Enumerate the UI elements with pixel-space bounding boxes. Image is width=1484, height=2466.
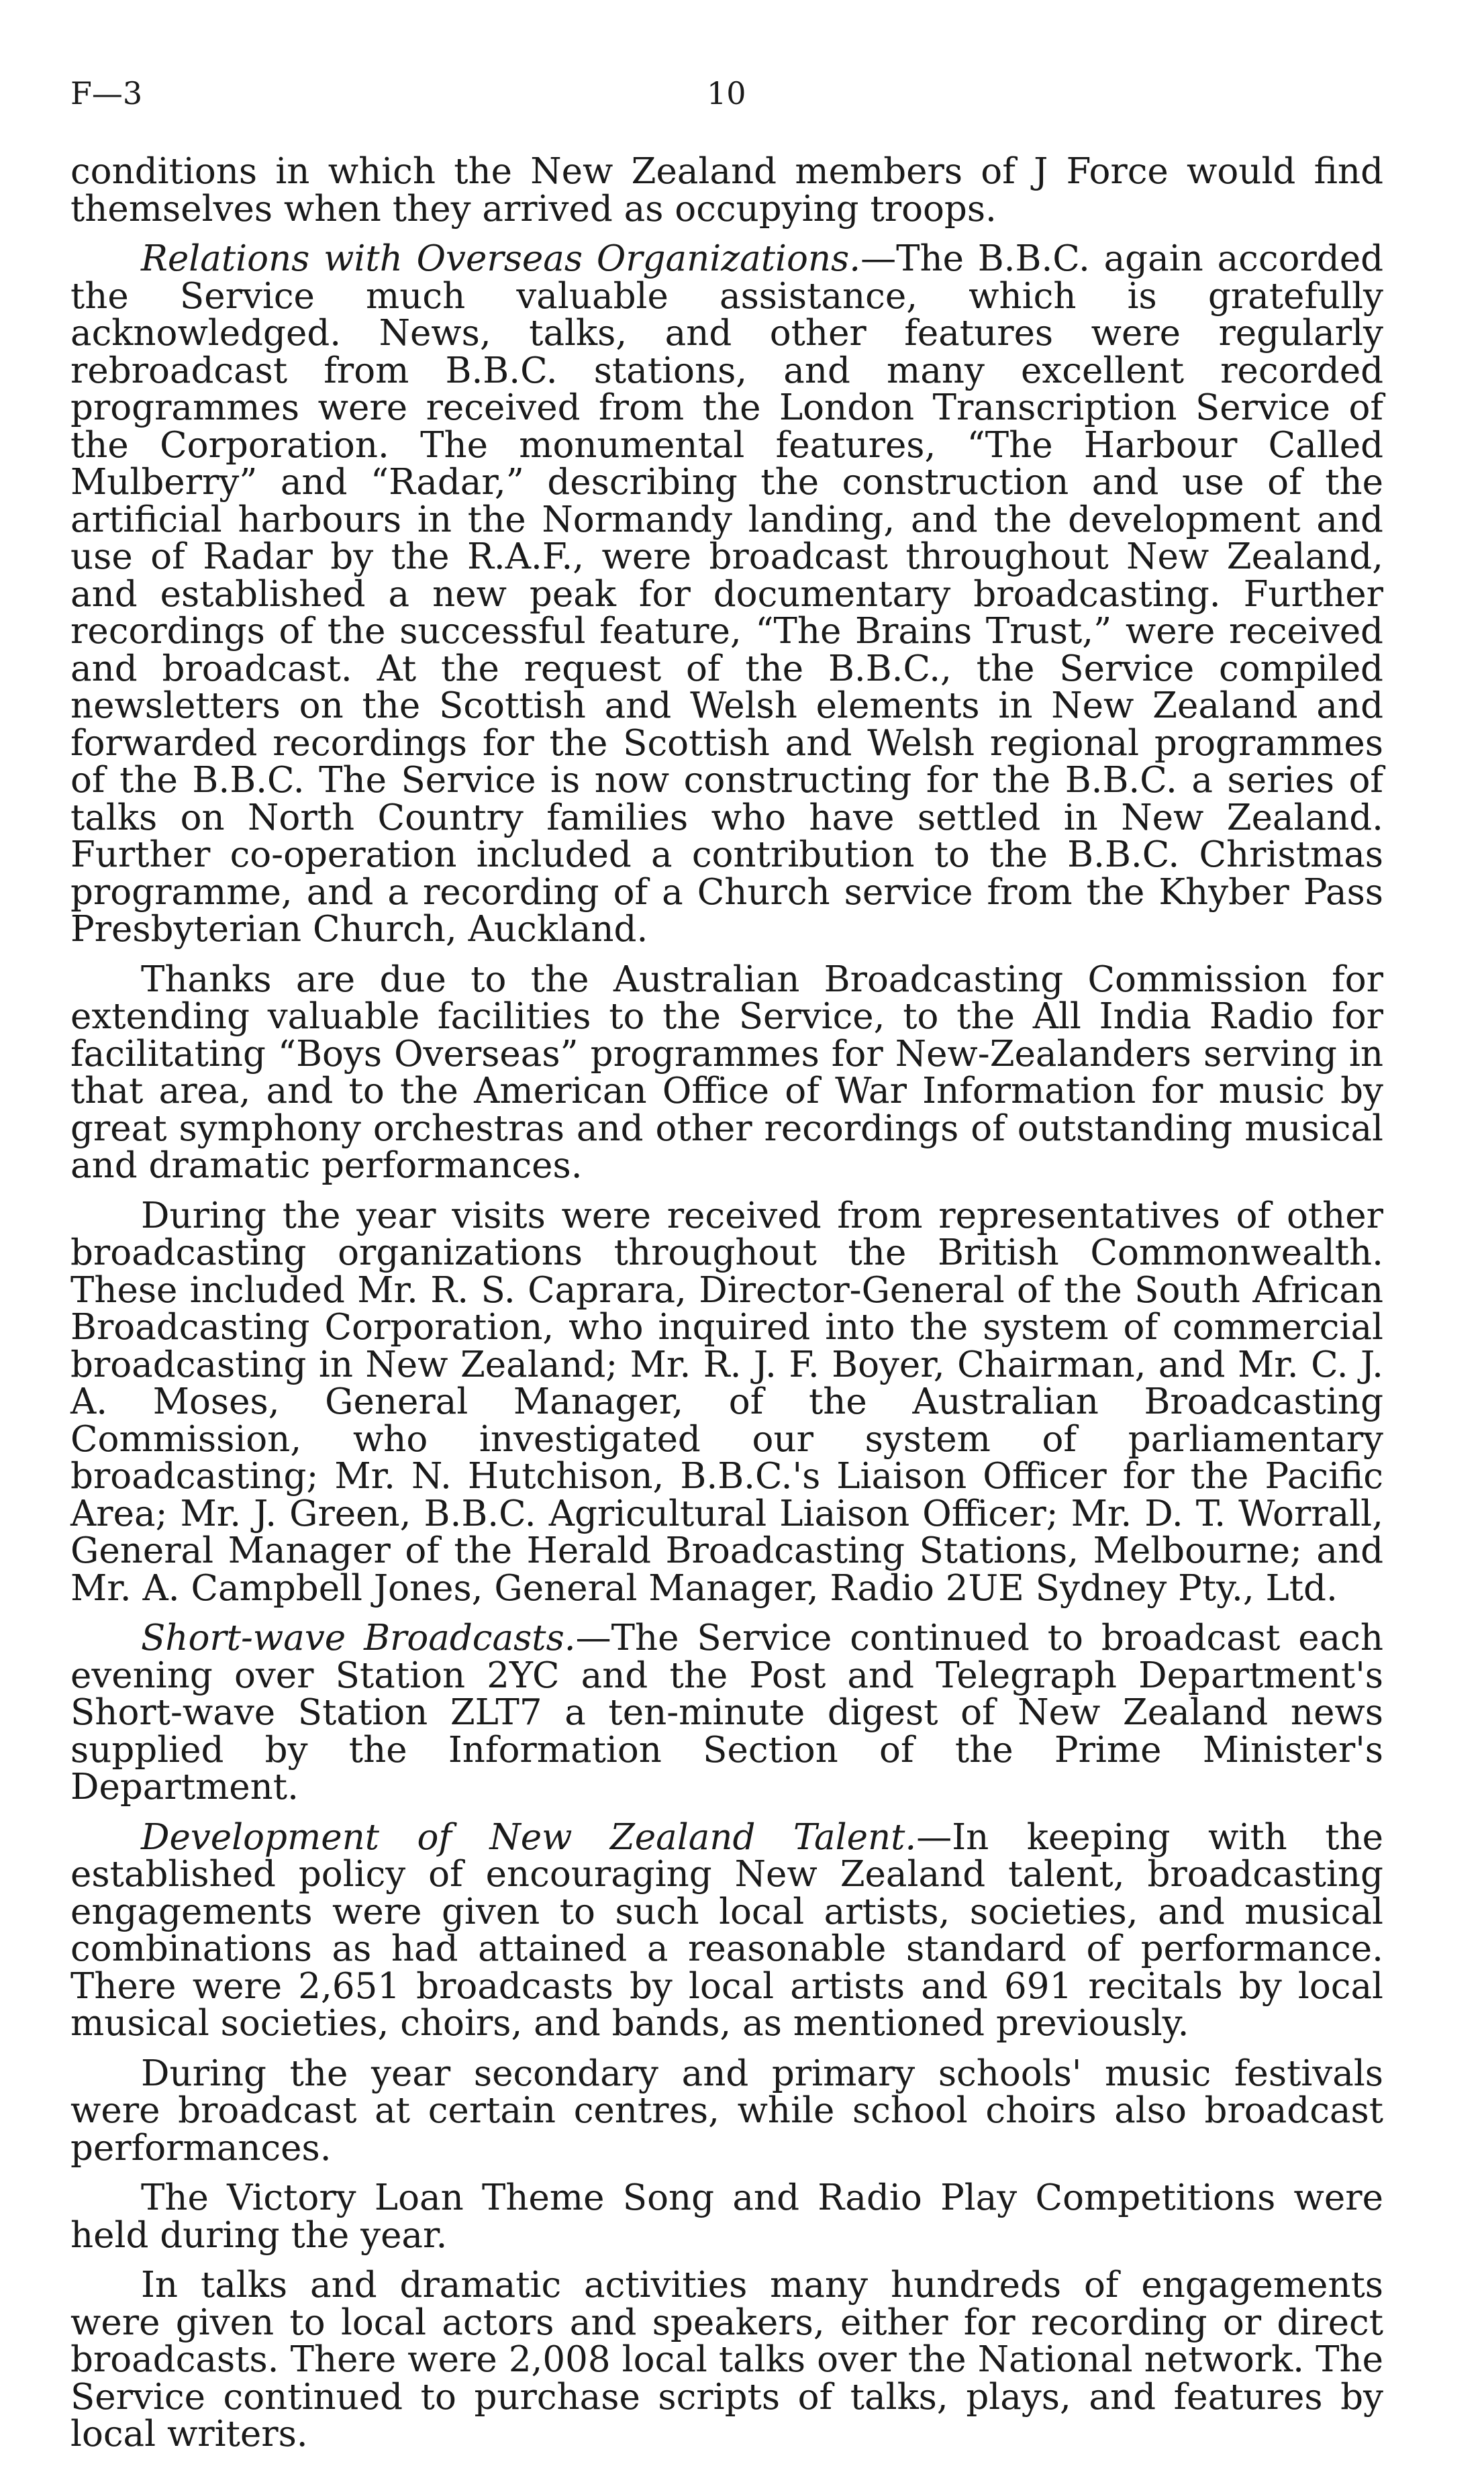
page-header	[70, 75, 1383, 122]
paragraph-text: During the year visits were received from representatives of other broadcasting organizations throughout the British Commonwealth. These included Mr. R. S. Caprara, Director-General of the South African Broadcasting Corporation, who inquired into the system of commercial broadcasting in New Zealand; Mr. R. J. F. Boyer, Chairman, and Mr. C. J. A. Moses, General Manager, of the Australian Broadcasting Commission, who investigated our system of parliamentary broadcasting; Mr. N. Hutchison, B.B.C.'s Liaison Officer for the Pacific Area; Mr. J. Green, B.B.C. Agricultural Liaison Officer; Mr. D. T. Worrall, General Manager of the Herald Broadcasting Stations, Melbourne; and Mr. A. Campbell Jones, General Manager, Radio 2UE Sydney Pty., Ltd.	[70, 1195, 1383, 1609]
paragraph-school-festivals	[70, 2055, 1383, 2167]
page-code: F—3	[70, 75, 143, 111]
paragraph-text: Thanks are due to the Australian Broadcasting Commission for extending valuable facilities to the Service, to the All India Radio for facilitating “Boys Overseas” programmes for New-Zealanders serving in that area, and to the American Office of War Information for music by great symphony orchestras and other recordings of outstanding musical and dramatic performances.	[70, 958, 1383, 1186]
paragraph-text: —The Service continued to broadcast each evening over Station 2YC and the Post and Telegraph Department's Short-wave Station ZLT7 a ten-minute digest of New Zealand news supplied by the Information Section of the Prime Minister's Department.	[70, 1618, 1383, 1808]
paragraph-text: The Victory Loan Theme Song and Radio Play Competitions were held during the year.	[70, 2177, 1383, 2256]
paragraph-nz-talent	[70, 1816, 1383, 2044]
section-heading: Development of New Zealand Talent.	[141, 1816, 917, 1858]
paragraph-visits	[70, 1197, 1383, 1608]
section-heading: Relations with Overseas Organizations.	[141, 238, 861, 279]
page-number: 10	[707, 75, 746, 111]
paragraph-text: conditions in which the New Zealand members of J Force would find themselves when they arrived as occupying troops.	[70, 151, 1383, 230]
paragraph-text: During the year secondary and primary schools' music festivals were broadcast at certain centres, while school choirs also broadcast performances.	[70, 2053, 1383, 2169]
paragraph-text: —The B.B.C. again accorded the Service much valuable assistance, which is gratefully acknowledged. News, talks, and other features were regularly rebroadcast from B.B.C. stations, and many excellent recorded programmes were received from the London Transcription Service of the Corporation. The monumental features, “The Harbour Called Mulberry” and “Radar,” describing the construction and use of the artificial harbours in the Normandy landing, and the development and use of Radar by the R.A.F., were broadcast throughout New Zealand, and established a new peak for documentary broadcasting. Further recordings of the successful feature, “The Brains Trust,” were received and broadcast. At the request of the B.B.C., the Service compiled newsletters on the Scottish and Welsh elements in New Zealand and forwarded recordings for the Scottish and Welsh regional programmes of the B.B.C. The Service is now constructing for the B.B.C. a series of talks on North Country families who have settled in New Zealand. Further co-operation included a contribution to the B.B.C. Christmas programme, and a recording of a Church service from the Khyber Pass Presbyterian Church, Auckland.	[70, 238, 1383, 950]
paragraph-continued	[70, 153, 1383, 228]
paragraph-text: —In keeping with the established policy of encouraging New Zealand talent, broadcasting engagements were given to such local artists, societies, and musical combinations as had attained a reasonable standard of performance. There were 2,651 broadcasts by local artists and 691 recitals by local musical societies, choirs, and bands, as mentioned previously.	[70, 1816, 1383, 2044]
paragraph-relations-overseas	[70, 240, 1383, 948]
paragraph-victory-loan	[70, 2179, 1383, 2254]
section-heading: Short-wave Broadcasts.	[141, 1618, 576, 1659]
paragraph-text: In talks and dramatic activities many hundreds of engagements were given to local actors and speakers, either for recording or direct broadcasts. There were 2,008 local talks over the National network. The Service continued to purchase scripts of talks, plays, and features by local writers.	[70, 2265, 1383, 2455]
paragraph-short-wave	[70, 1620, 1383, 1806]
paragraph-thanks	[70, 958, 1383, 1186]
paragraph-talks-dramatic	[70, 2267, 1383, 2453]
body-text	[70, 153, 1383, 2466]
